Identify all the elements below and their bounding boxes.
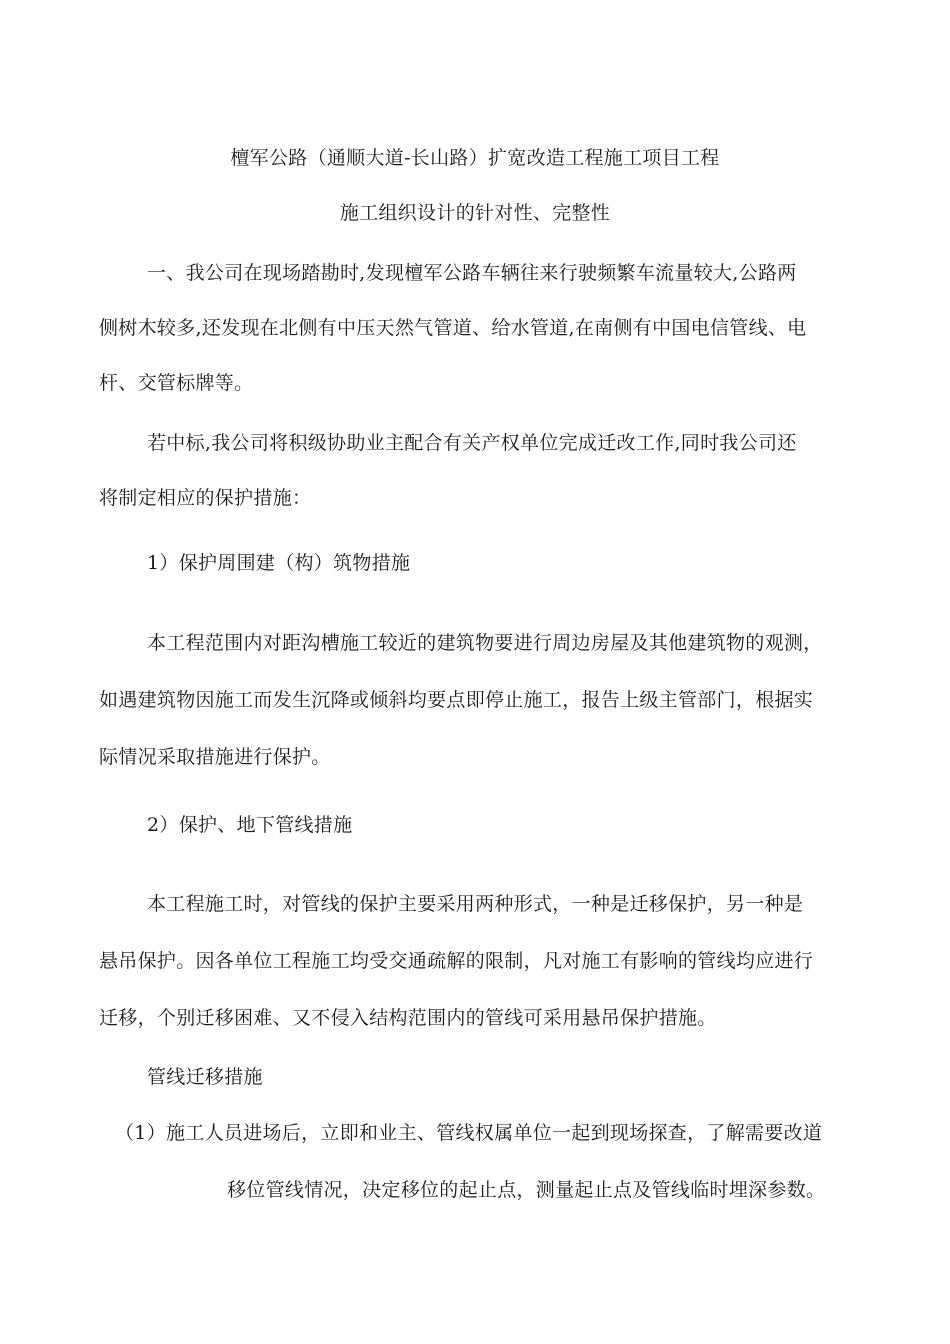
paragraph-4-line-1: 本工程施工时，对管线的保护主要采用两种形式，一种是迁移保护，另一种是 bbox=[147, 893, 804, 915]
section-heading-2: 2）保护、地下管线措施 bbox=[147, 814, 353, 836]
section-heading-1: 1）保护周围建（构）筑物措施 bbox=[147, 552, 411, 574]
list-item-1-line-2: 移位管线情况，决定移位的起止点，测量起止点及管线临时埋深参数。 bbox=[227, 1179, 826, 1201]
paragraph-4-line-2: 悬吊保护。因各单位工程施工均受交通疏解的限制，凡对施工有影响的管线均应进行 bbox=[99, 950, 814, 972]
paragraph-2-line-2: 将制定相应的保护措施： bbox=[99, 487, 312, 509]
list-item-1-line-1: （1）施工人员进场后，立即和业主、管线权属单位一起到现场探查，了解需要改道 bbox=[115, 1122, 823, 1144]
paragraph-1-line-3: 杆、交管标牌等。 bbox=[99, 372, 254, 394]
paragraph-1-line-2: 侧树木较多,还发现在北侧有中压天然气管道、给水管道,在南侧有中国电信管线、电 bbox=[99, 317, 807, 339]
paragraph-4-line-3: 迁移，个别迁移困难、又不侵入结构范围内的管线可采用悬吊保护措施。 bbox=[99, 1007, 717, 1029]
paragraph-3-line-3: 际情况采取措施进行保护。 bbox=[99, 746, 331, 768]
paragraph-3-line-1: 本工程范围内对距沟槽施工较近的建筑物要进行周边房屋及其他建筑物的观测， bbox=[147, 632, 823, 654]
section-heading-3: 管线迁移措施 bbox=[147, 1066, 263, 1088]
document-title-line-1: 檀军公路（通顺大道-长山路）扩宽改造工程施工项目工程 bbox=[230, 147, 720, 169]
paragraph-1-line-1: 一、我公司在现场踏勘时,发现檀军公路车辆往来行驶频繁车流量较大,公路两 bbox=[147, 262, 797, 284]
document-title-line-2: 施工组织设计的针对性、完整性 bbox=[339, 202, 611, 224]
paragraph-2-line-1: 若中标,我公司将积级协助业主配合有关产权单位完成迁改工作,同时我公司还 bbox=[147, 432, 797, 454]
paragraph-3-line-2: 如遇建筑物因施工而发生沉降或倾斜均要点即停止施工，报告上级主管部门，根据实 bbox=[99, 689, 814, 711]
